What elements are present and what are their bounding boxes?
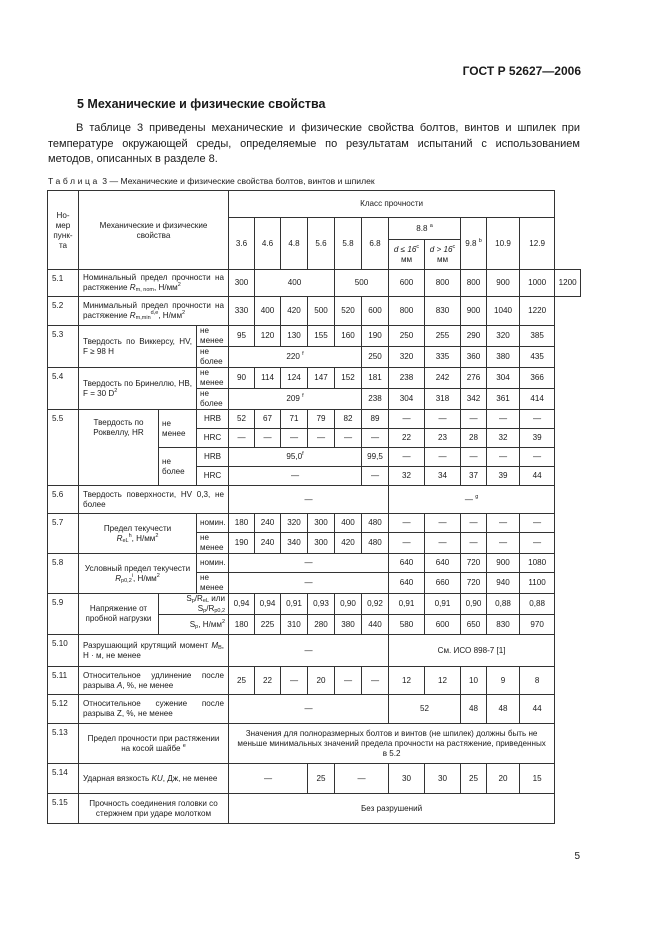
table-row: 5.15 Прочность соединения головки со стержнем при ударе молотком Без разрушений [48,794,581,824]
table-row: 5.10 Разрушающий крутящий момент $M_B$, Н · м, не менее — См. ИСО 898-7 [1] [48,635,581,667]
document-code: ГОСТ Р 52627—2006 [462,64,581,78]
class-12-9: 12.9 [520,218,555,270]
table-row: 5.12 Относительное сужение после разрыва Z, %, не менее — 52 48 48 44 [48,695,581,724]
caption-word: Таблица [48,176,100,186]
table-row: 5.1 Номинальный предел прочности на растяжение $R_{m, nom}$, $Н/мм^2$ 300 400 500 600 800 800 900 1000 1200 [48,270,581,297]
table-row: 5.2 Минимальный предел прочности на растяжение $R_{m,min}^{d,e}$, $Н/мм^2$ 330 400 420 500 520 600 800 830 900 1040 1220 [48,297,581,326]
table-row: 5.5 Твердость по Роквеллу, HR не менее HRB 52 67 71 79 82 89 — — — — — [48,410,581,429]
class-8-8-small: $d \le 16^c$ мм [389,240,425,270]
table-row: не более 209 $^f$ 238 304 318 342 361 414 [48,389,581,410]
table-row: не более 220 $^f$ 250 320 335 360 380 435 [48,347,581,368]
class-8-8-large: $d > 16^c$ мм [425,240,461,270]
table-row: 5.14 Ударная вязкость KU, Дж, не менее — 25 — 30 30 25 20 15 [48,764,581,794]
header-strength-class: Класс прочности [229,191,555,218]
class-8-8: 8.8 $^a$ [389,218,461,240]
table-row: 5.11 Относительное удлинение после разрыва A, %, не менее 25 22 — 20 — — 12 12 10 9 8 [48,667,581,695]
intro-paragraph: В таблице 3 приведены механические и физические свойства болтов, винтов и шпилек при температуре окружающей среды, определяемые по результатам испытаний с использованием методов, описанных в разделе 8. [48,122,580,165]
table-row: HRC — — 32 34 37 39 44 [48,467,581,486]
class-3-6: 3.6 [229,218,255,270]
class-5-6: 5.6 [308,218,335,270]
class-4-8: 4.8 [281,218,308,270]
table-row: 5.9 Напряжение от пробной нагрузки $S_p/R_{eL}$ или $S_p/R_{p0,2}$ 0,94 0,94 0,91 0,93 0,90 0,92 0,91 0,91 0,90 0,88 0,88 [48,594,581,615]
table-row: HRC — — — — — — 22 23 28 32 39 [48,429,581,448]
header-property: Механические и физические свойства [79,191,229,270]
caption-text: 3 — Механические и физические свойства болтов, винтов и шпилек [102,176,375,186]
section-title: 5 Механические и физические свойства [77,97,326,111]
table-row: $S_p$, $Н/мм^2$ 180 225 310 280 380 440 580 600 650 830 970 [48,615,581,635]
header-item-number: Но- мер пунк- та [48,191,79,270]
table-row: 5.13 Предел прочности при растяжении на косой шайбе $^e$ Значения для полноразмерных болтов и винтов (не шпилек) должны быть не меньше минимальных значений предела прочности на растяжение, приведенных в 5.2 [48,724,581,764]
class-9-8: 9.8 $^b$ [461,218,487,270]
class-4-6: 4.6 [255,218,281,270]
class-5-8: 5.8 [335,218,362,270]
class-6-8: 6.8 [362,218,389,270]
table-row: 5.6 Твердость поверхности, HV 0,3, не более — — $^g$ [48,486,581,514]
table-row: не более HRB 95,0$^f$ 99,5 — — — — — [48,448,581,467]
table-row: не менее 190 240 340 300 420 480 — — — — — [48,533,581,554]
properties-table [47,190,581,824]
table-row: 5.4 Твердость по Бринеллю, HB, F = 30 $D^2$ не менее 90 114 124 147 152 181 238 242 276 304 366 [48,368,581,389]
page-number: 5 [574,851,580,862]
table-row: 5.3 Твердость по Виккерсу, HV, F ≥ 98 Н не менее 95 120 130 155 160 190 250 255 290 320 385 [48,326,581,347]
table-row: 5.8 Условный предел текучести $R_{p0,2}^i$, $Н/мм^2$ номин. — 640 640 720 900 1080 [48,554,581,573]
class-10-9: 10.9 [487,218,520,270]
table-row: 5.7 Предел текучести $R_{eL}^h$, $Н/мм^2$ номин. 180 240 320 300 400 480 — — — — — [48,514,581,533]
table-row: не менее — 640 660 720 940 1100 [48,573,581,594]
table-caption [48,176,375,186]
